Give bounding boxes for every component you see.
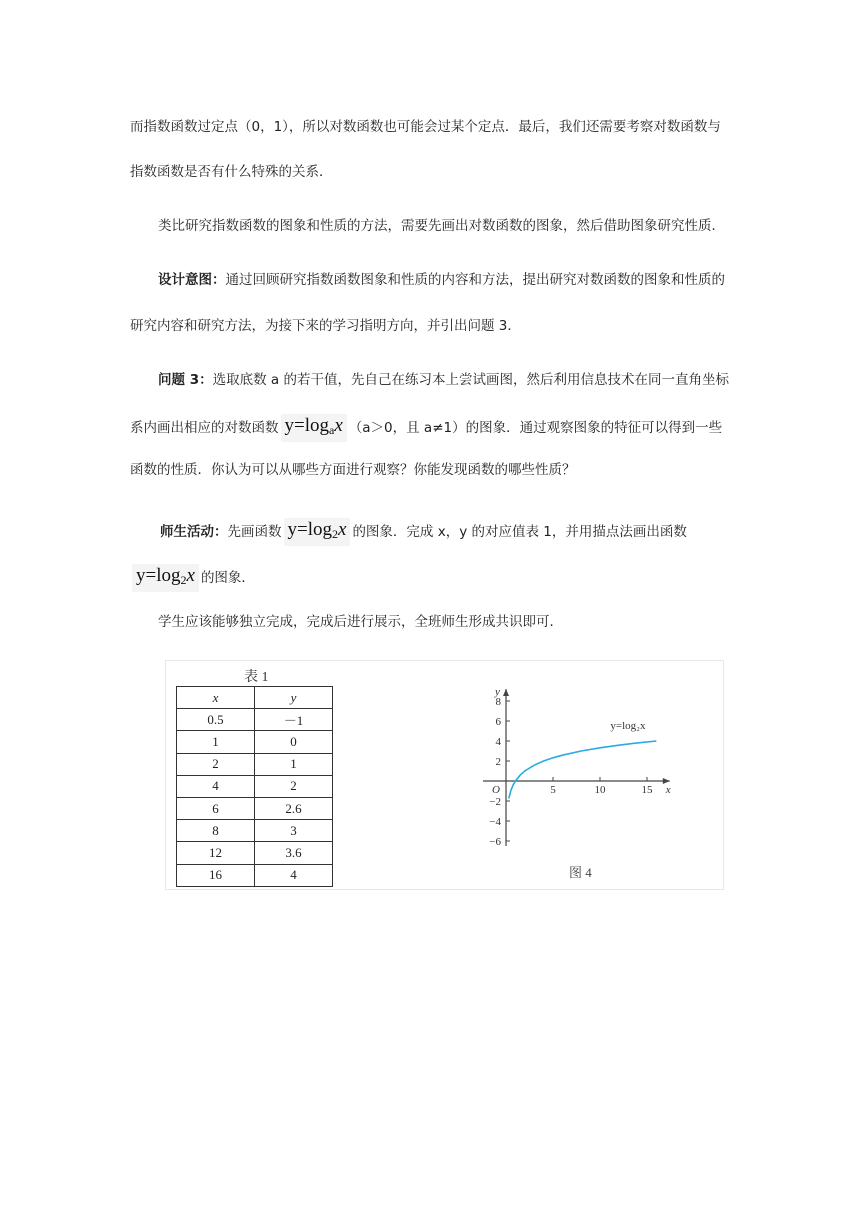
origin-label: O bbox=[492, 784, 500, 796]
paragraph-line: 学生应该能够独立完成，完成后进行展示，全班师生形成共识即可． bbox=[158, 614, 563, 630]
design-intent-label: 设计意图： bbox=[158, 272, 226, 288]
y-tick-label: 6 bbox=[495, 716, 501, 728]
table-cell: 4 bbox=[177, 775, 255, 797]
paragraph-line bbox=[130, 414, 735, 442]
table-row bbox=[177, 842, 333, 864]
activity-line2-post: 的图象． bbox=[200, 570, 255, 586]
question-3-text: 选取底数 a 的若干值，先自己在练习本上尝试画图，然后利用信息技术在同一直角坐标 bbox=[212, 372, 729, 388]
table-cell: 8 bbox=[177, 820, 255, 842]
y-tick-label: −4 bbox=[489, 816, 501, 828]
table-header-y: y bbox=[255, 687, 333, 709]
table-cell: 3 bbox=[255, 820, 333, 842]
x-tick-label: 5 bbox=[550, 784, 556, 796]
table-cell: 3.6 bbox=[255, 842, 333, 864]
series-line bbox=[509, 741, 657, 798]
x-tick-label: 15 bbox=[641, 784, 653, 796]
table-row bbox=[177, 820, 333, 842]
table-cell: 16 bbox=[177, 864, 255, 886]
table-cell: 0.5 bbox=[177, 709, 255, 731]
paragraph-line: 类比研究指数函数的图象和性质的方法，需要先画出对数函数的图象，然后借助图象研究性质． bbox=[158, 218, 725, 234]
activity-post: 的图象．完成 x，y 的对应值表 1，并用描点法画出函数 bbox=[352, 524, 687, 540]
question-3 bbox=[158, 370, 763, 390]
y-axis-label: y bbox=[495, 686, 500, 698]
table-cell: 2 bbox=[255, 775, 333, 797]
paragraph-line: 函数的性质．你认为可以从哪些方面进行观察？你能发现函数的哪些性质？ bbox=[130, 462, 576, 478]
y-tick-label: −2 bbox=[489, 796, 501, 808]
formula-log-2: $y=\log_2x$ bbox=[284, 518, 351, 546]
q3-line2-pre: 系内画出相应的对数函数 bbox=[130, 420, 279, 436]
activity-pre: 先画函数 bbox=[227, 524, 282, 540]
series-label: y=log₂x bbox=[610, 720, 646, 732]
activity bbox=[160, 518, 765, 546]
design-intent bbox=[158, 270, 763, 290]
y-tick-label: 8 bbox=[495, 696, 501, 708]
figure-caption: 图 4 bbox=[569, 865, 592, 880]
y-axis-arrow bbox=[503, 689, 509, 696]
formula-log-2: $y=\log_2x$ bbox=[132, 564, 199, 592]
table-cell: 6 bbox=[177, 797, 255, 819]
table-cell: 12 bbox=[177, 842, 255, 864]
table-cell: 2 bbox=[177, 753, 255, 775]
design-intent-text: 通过回顾研究指数函数图象和性质的内容和方法，提出研究对数函数的图象和性质的 bbox=[225, 272, 725, 288]
log-chart bbox=[475, 668, 690, 853]
table-row bbox=[177, 864, 333, 886]
table-row bbox=[177, 709, 333, 731]
paragraph-line: 研究内容和研究方法，为接下来的学习指明方向，并引出问题 3． bbox=[130, 318, 521, 334]
table-cell: －1 bbox=[255, 709, 333, 731]
paragraph-line bbox=[130, 564, 735, 592]
table-header-row bbox=[177, 687, 333, 709]
table-cell: 4 bbox=[255, 864, 333, 886]
table-row bbox=[177, 753, 333, 775]
table-caption: 表 1 bbox=[244, 670, 269, 685]
y-tick-label: 2 bbox=[495, 756, 501, 768]
value-table bbox=[176, 686, 333, 887]
paragraph-line: 指数函数是否有什么特殊的关系． bbox=[130, 164, 333, 180]
table-cell: 1 bbox=[177, 731, 255, 753]
formula-log-a: $y=\log_ax$ bbox=[281, 414, 347, 442]
table-cell: 1 bbox=[255, 753, 333, 775]
table-row bbox=[177, 775, 333, 797]
table-cell: 0 bbox=[255, 731, 333, 753]
table-row bbox=[177, 797, 333, 819]
x-tick-label: 10 bbox=[594, 784, 606, 796]
paragraph-line: 而指数函数过定点（0，1），所以对数函数也可能会过某个定点．最后，我们还需要考察对数函数与 bbox=[130, 119, 721, 135]
table-row bbox=[177, 731, 333, 753]
table-cell: 2.6 bbox=[255, 797, 333, 819]
table-header-x: x bbox=[177, 687, 255, 709]
q3-line2-post: （a＞0，且 a≠1）的图象．通过观察图象的特征可以得到一些 bbox=[348, 420, 723, 436]
y-tick-label: 4 bbox=[495, 736, 501, 748]
y-tick-label: −6 bbox=[489, 836, 501, 848]
question-3-label: 问题 3： bbox=[158, 372, 213, 388]
activity-label: 师生活动： bbox=[160, 524, 228, 540]
x-axis-label: x bbox=[665, 784, 671, 796]
